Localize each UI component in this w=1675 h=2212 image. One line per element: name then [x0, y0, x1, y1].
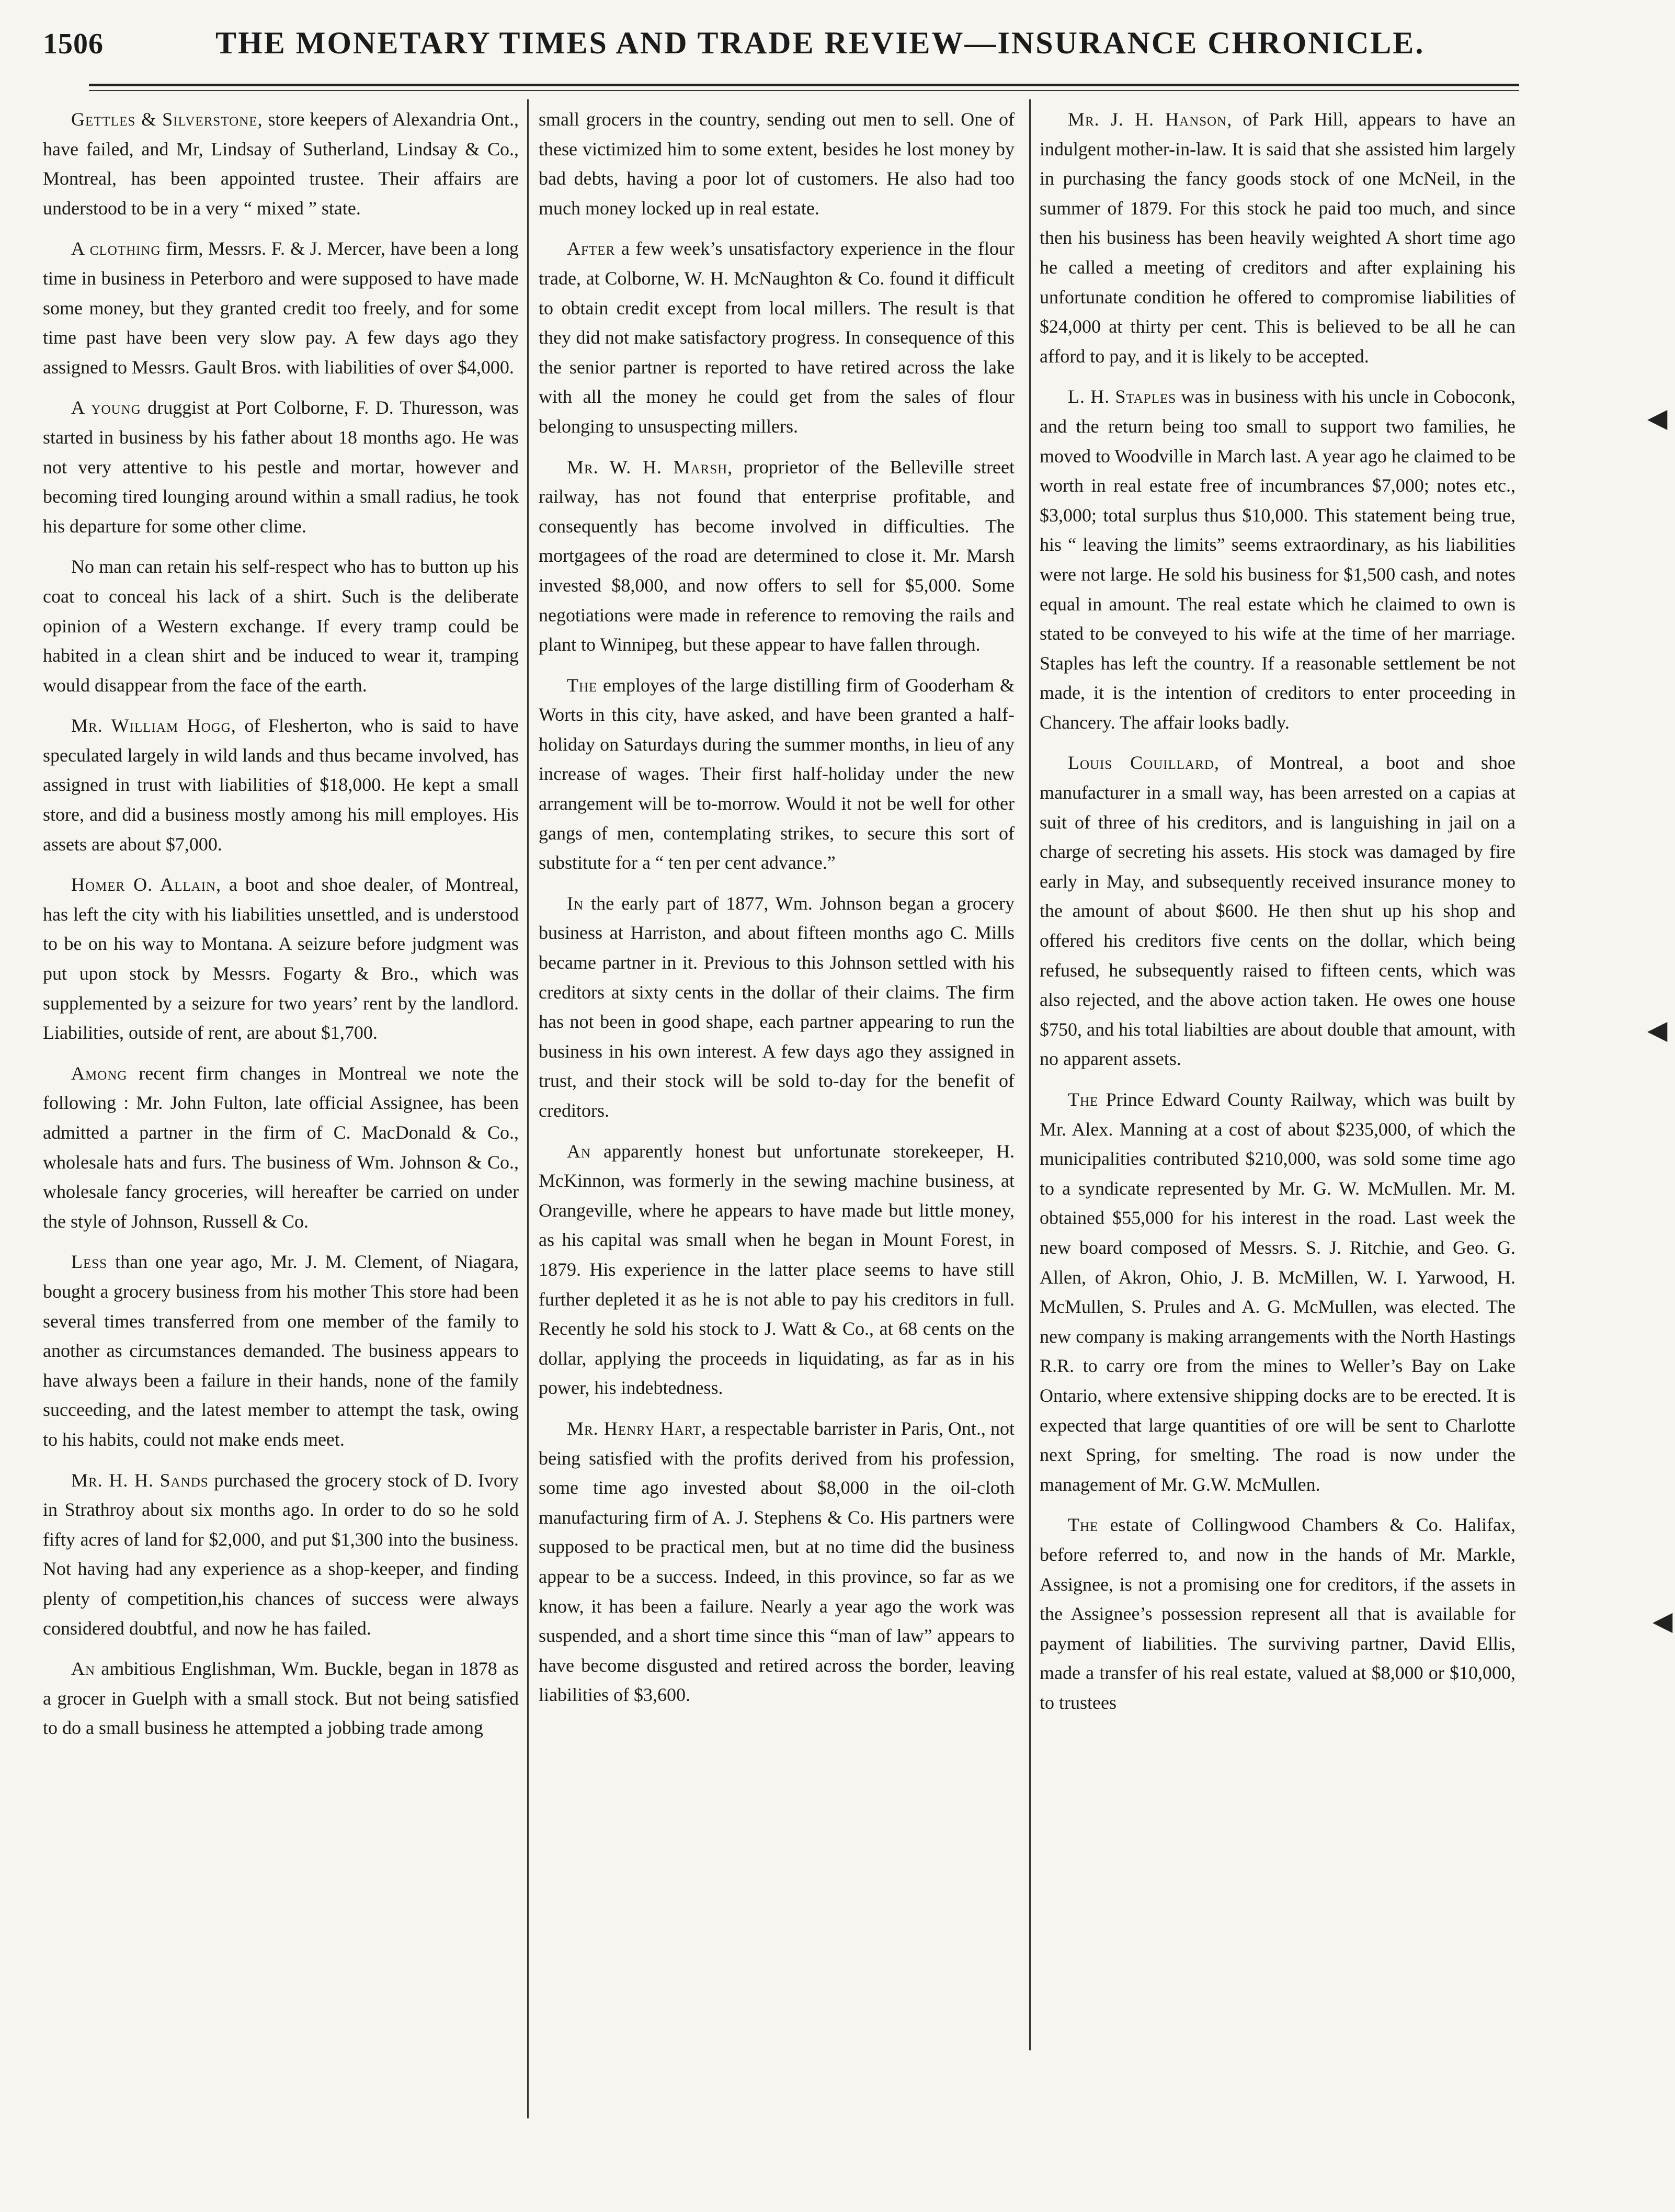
article-paragraph [539, 105, 1015, 223]
article-paragraph [43, 711, 519, 859]
article-text: a respectable barrister in Paris, Ont., not being satisfied with the profits derived from his profession, some time ago invested about $8,000 in the oil-cloth manufacturing firm of A. J. Stephens & Co. His partners were supposed to be practical men, but at no time did the business appear to be a success. Indeed, in this province, so far as we know, it has been a failure. Nearly a year ago the work was suspended, and a short time since this “man of law” appears to have become disgusted and retired across the border, leaving liabilities of $3,600. [539, 1417, 1015, 1706]
article-lead: Less [71, 1251, 108, 1273]
column-3 [1040, 105, 1516, 1728]
article-paragraph [539, 234, 1015, 441]
article-lead: Among [71, 1062, 128, 1084]
article-text: small grocers in the country, sending out men to sell. One of these victimized him to some extent, besides he lost money by bad debts, having a poor lot of customers. He also had too much money locked up in real estate. [539, 109, 1015, 219]
article-lead: Mr. H. H. Sands [71, 1469, 209, 1491]
article-text: of Flesherton, who is said to have speculated largely in wild lands and thus became involved, has assigned in trust with liabilities of $18,000. He kept a small store, and did a business mostly among his mill employes. His assets are about $7,000. [43, 715, 519, 855]
column-2 [539, 105, 1015, 1721]
article-paragraph [1040, 1510, 1516, 1717]
article-lead: The [1068, 1514, 1099, 1536]
article-paragraph [539, 889, 1015, 1126]
article-paragraph [1040, 105, 1516, 371]
article-paragraph [539, 452, 1015, 660]
article-lead: An [71, 1658, 96, 1680]
page-header [43, 25, 1633, 72]
article-lead: The [1068, 1089, 1099, 1110]
article-lead: Mr. W. H. Marsh, [567, 456, 733, 478]
article-lead: Mr. J. H. Hanson, [1068, 109, 1233, 130]
article-paragraph [43, 552, 519, 700]
article-paragraph [43, 1059, 519, 1237]
article-lead: In [567, 892, 584, 914]
margin-mark-icon: ◀ [1647, 1015, 1668, 1045]
article-text: was in business with his uncle in Coboconk, and the return being too small to support two families, he moved to Woodville in March last. A year ago he claimed to be worth in real estate free of incumbrances $7,000; notes etc., $3,000; total surplus thus $10,000. This statement being true, his “ leaving the limits” seems extraordinary, as his liabilities were not large. He sold his business for $1,500 cash, and notes equal in amount. The real estate which he claimed to own is stated to be conveyed to his wife at the time of her marriage. Staples has left the country. If a reasonable settlement be not made, it is the intention of creditors to enter proceeding in Chancery. The affair looks badly. [1040, 386, 1516, 733]
article-text: Prince Edward County Railway, which was built by Mr. Alex. Manning at a cost of about $235,000, of which the municipalities contributed $210,000, was sold some time ago to a syndicate represented by Mr. G. W. McMullen. Mr. M. obtained $55,000 for his interest in the road. Last week the new board composed of Messrs. S. J. Ritchie, and Geo. G. Allen, of Akron, Ohio, J. B. McMillen, W. I. Yarwood, H. McMullen, S. Prules and A. G. McMullen, was elected. The new company is making arrangements with the North Hastings R.R. to carry ore from the mines to Weller’s Bay on Lake Ontario, where extensive shipping docks are to be erected. It is expected that large quantities of ore will be sent to Charlotte next Spring, for smelting. The road is now under the management of Mr. G.W. McMullen. [1040, 1089, 1516, 1495]
page-number: 1506 [43, 28, 104, 60]
article-text: estate of Collingwood Chambers & Co. Halifax, before referred to, and now in the hands of Mr. Markle, Assignee, is not a promising one for creditors, if the assets in the Assignee’s possession represent all that is available for payment of liabilities. The surviving partner, David Ellis, made a transfer of his real estate, valued at $8,000 or $10,000, to trustees [1040, 1514, 1516, 1713]
article-paragraph [1040, 748, 1516, 1074]
article-text: employes of the large distilling firm of Gooderham & Worts in this city, have asked, and have been granted a half-holiday on Saturdays during the summer months, in lieu of any increase of wages. Their first half-holiday under the new arrangement will be to-morrow. Would it not be well for other gangs of men, contemplating strikes, to secure this sort of substitute for a “ ten per cent advance.” [539, 674, 1015, 874]
article-lead: An [567, 1140, 591, 1162]
article-paragraph [539, 1137, 1015, 1403]
article-paragraph [43, 234, 519, 382]
article-text: druggist at Port Colborne, F. D. Thuresson, was started in business by his father about 18 months ago. He was not very attentive to his pestle and mortar, however and becoming tired lounging around within a small radius, he took his departure for some other clime. [43, 397, 519, 537]
article-paragraph [1040, 1085, 1516, 1499]
article-paragraph [1040, 382, 1516, 737]
article-paragraph [43, 105, 519, 223]
article-text: No man can retain his self-respect who has to button up his coat to conceal his lack of a shirt. Such is the deliberate opinion of a Western exchange. If every tramp could be habited in a clean shirt and be induced to wear it, tramping would disappear from the face of the earth. [43, 556, 519, 696]
article-text: firm, Messrs. F. & J. Mercer, have been a long time in business in Peterboro and were supposed to have made some money, but they granted credit too freely, and for some time past have been very slow pay. A few days ago they assigned to Messrs. Gault Bros. with liabilities of over $4,000. [43, 238, 519, 378]
article-text: a few week’s unsatisfactory experience in the flour trade, at Colborne, W. H. McNaughton & Co. found it difficult to obtain credit except from local millers. The result is that they did not make satisfactory progress. In consequence of this the senior partner is reported to have retired across the lake with all the money he could get from the sales of flour belonging to unsuspecting millers. [539, 238, 1015, 437]
article-paragraph [43, 393, 519, 541]
column-1 [43, 105, 519, 1754]
article-lead: L. H. Staples [1068, 386, 1177, 407]
article-lead: A young [71, 397, 141, 418]
article-lead: Mr. Henry Hart, [567, 1417, 707, 1439]
article-lead: After [567, 238, 616, 259]
column-divider [1029, 99, 1031, 2050]
article-text: recent firm changes in Montreal we note the following : Mr. John Fulton, late official Assignee, has been admitted a partner in the firm of C. MacDonald & Co., wholesale hats and furs. The business of Wm. Johnson & Co., wholesale fancy groceries, will hereafter be carried on under the style of Johnson, Russell & Co. [43, 1062, 519, 1232]
article-paragraph [539, 671, 1015, 878]
margin-mark-icon: ◀ [1647, 403, 1668, 433]
article-text: purchased the grocery stock of D. Ivory in Strathroy about six months ago. In order to do so he sold fifty acres of land for $2,000, and put $1,300 into the business. Not having had any experience as a shop-keeper, and finding plenty of competition,his chances of success were always considered doubtful, and now he has failed. [43, 1469, 519, 1639]
margin-mark-icon: ◀ [1653, 1606, 1673, 1636]
article-text: a boot and shoe dealer, of Montreal, has left the city with his liabilities unsettled, and is understood to be on his way to Montana. A seizure before judgment was put upon stock by Messrs. Fogarty & Bro., which was supplemented by a seizure for two years’ rent by the landlord. Liabilities, outside of rent, are about $1,700. [43, 874, 519, 1043]
article-text: of Montreal, a boot and shoe manufacturer in a small way, has been arrested on a capias at suit of three of his creditors, and is languishing in jail on a charge of secreting his assets. His stock was damaged by fire early in May, and subsequently received insurance money to the amount of about $600. He then shut up his shop and offered his creditors five cents on the dollar, which being refused, he subsequently raised to fifteen cents, which was also rejected, and the above action taken. He owes one house $750, and his total liabilties are about double that amount, with no apparent assets. [1040, 752, 1516, 1070]
article-text: apparently honest but unfortunate storekeeper, H. McKinnon, was formerly in the sewing machine business, at Orangeville, where he appears to have made but little money, as his capital was small when he began in Mount Forest, in 1879. His experience in the latter place seems to have still further depleted it as he is not able to pay his creditors in full. Recently he sold his stock to J. Watt & Co., at 68 cents on the dollar, applying the proceeds in liquidating, as far as in his power, his indebtedness. [539, 1140, 1015, 1399]
article-paragraph [43, 870, 519, 1048]
article-paragraph [43, 1466, 519, 1643]
header-rule [89, 84, 1519, 86]
article-text: proprietor of the Belleville street railway, has not found that enterprise profitable, and consequently has become involved in difficulties. The mortgagees of the road are determined to close it. Mr. Marsh invested $8,000, and now offers to sell for $5,000. Some negotiations were made in reference to removing the rails and plant to Winnipeg, but these appear to have fallen through. [539, 456, 1015, 655]
article-lead: Mr. William Hogg, [71, 715, 236, 736]
article-text: than one year ago, Mr. J. M. Clement, of Niagara, bought a grocery business from his mother This store had been several times transferred from one member of the family to another as circumstances demanded. The business appears to have always been a failure in their hands, none of the family succeeding, and the latest member to attempt the task, owing to his habits, could not make ends meet. [43, 1251, 519, 1450]
article-text: ambitious Englishman, Wm. Buckle, began in 1878 as a grocer in Guelph with a small stock. But not being satisfied to do a small business he attempted a jobbing trade among [43, 1658, 519, 1739]
article-paragraph [43, 1247, 519, 1454]
article-lead: A clothing [71, 238, 161, 259]
article-text: store keepers of Alexandria Ont., have failed, and Mr, Lindsay of Sutherland, Lindsay & Co., Montreal, has been appointed trustee. Their affairs are understood to be in a very “ mixed ” state. [43, 109, 519, 219]
article-lead: Louis Couillard, [1068, 752, 1220, 774]
column-divider [527, 99, 529, 2118]
article-lead: Gettles & Silverstone, [71, 109, 263, 130]
article-text: of Park Hill, appears to have an indulgent mother-in-law. It is said that she assisted him largely in purchasing the fancy goods stock of one McNeil, in the summer of 1879. For this stock he paid too much, and since then his business has been heavily weighted A short time ago he called a meeting of creditors and after explaining his unfortunate condition he offered to compromise liabilities of $24,000 at thirty per cent. This is believed to be all he can afford to pay, and it is likely to be accepted. [1040, 109, 1516, 367]
article-text: the early part of 1877, Wm. Johnson began a grocery business at Harriston, and about fifteen months ago C. Mills became partner in it. Previous to this Johnson settled with his creditors at sixty cents in the dollar of their claims. The firm has not been in good shape, each partner appearing to run the business in his own interest. A few days ago they assigned in trust, and their stock will be sold to-day for the benefit of creditors. [539, 892, 1015, 1121]
article-paragraph [43, 1654, 519, 1743]
header-rule-thin [89, 90, 1519, 91]
article-paragraph [539, 1414, 1015, 1710]
article-lead: Homer O. Allain, [71, 874, 222, 895]
masthead-title: THE MONETARY TIMES AND TRADE REVIEW—INSURANCE CHRONICLE. [215, 26, 1425, 60]
article-lead: The [567, 674, 598, 696]
